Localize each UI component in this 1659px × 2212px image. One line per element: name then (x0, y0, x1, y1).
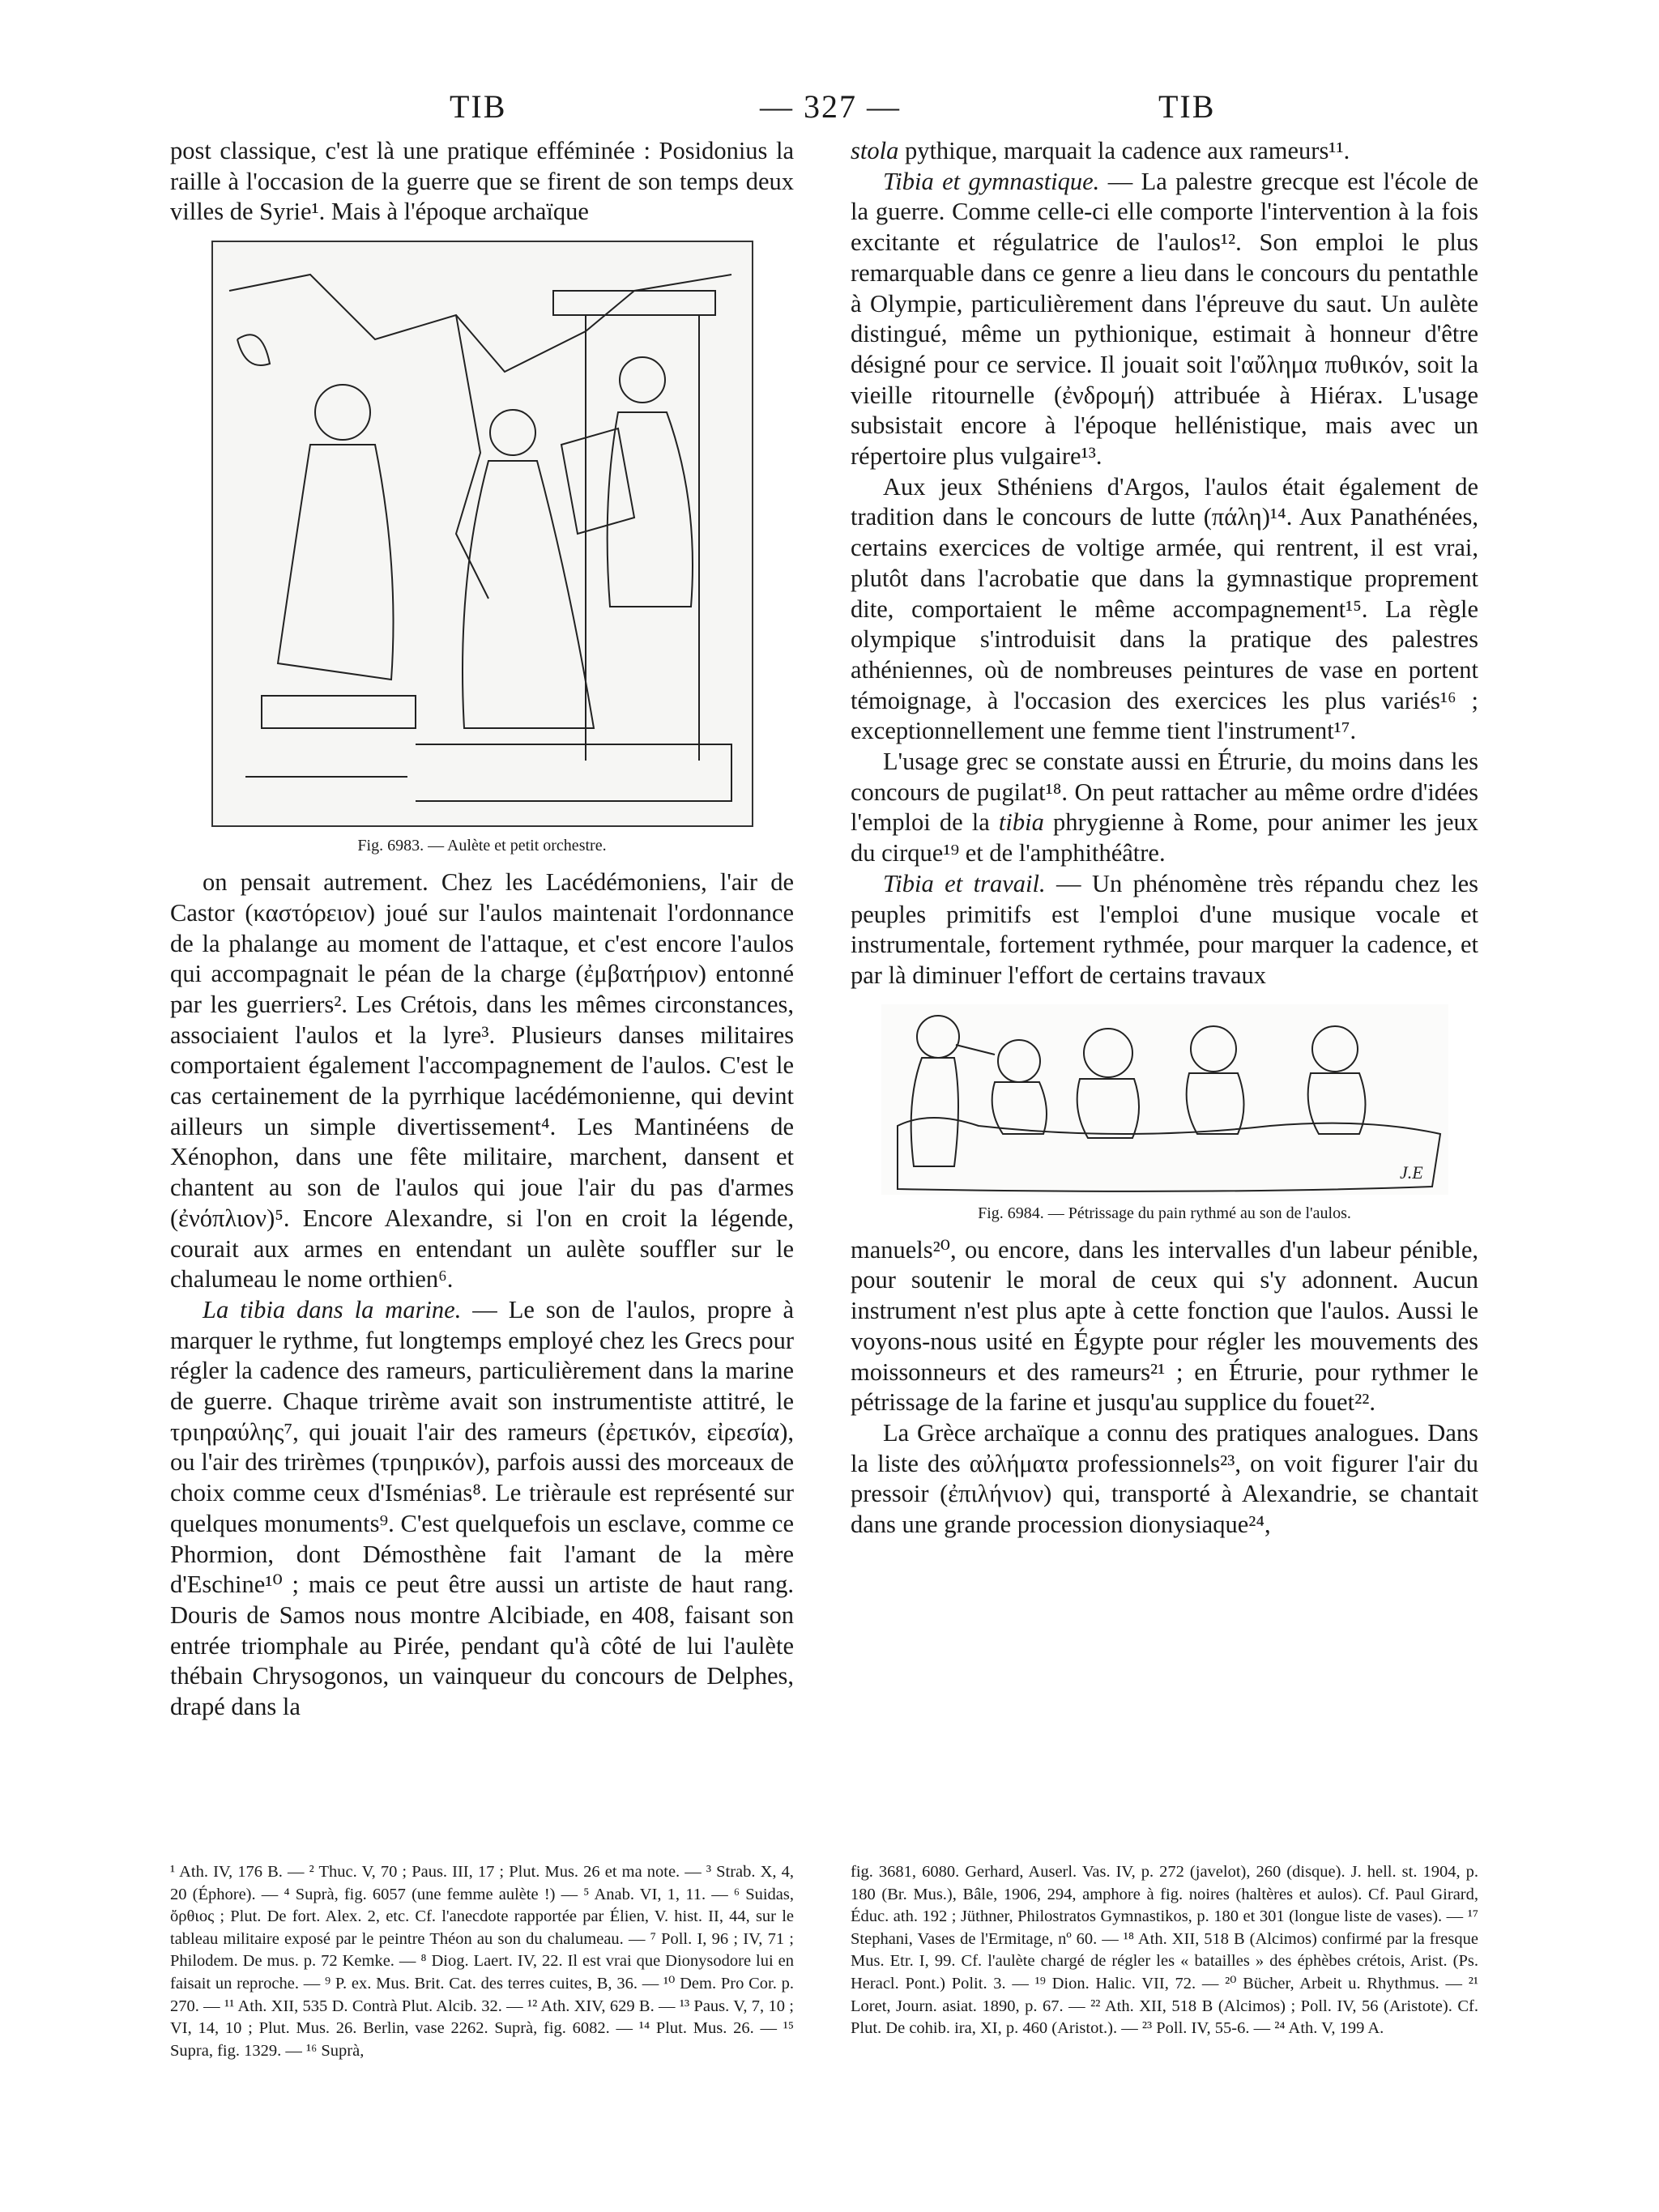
section-title: La tibia dans la marine. (203, 1295, 462, 1323)
right-column (851, 136, 1478, 1541)
paragraph-text: — Un phénomène très répandu chez les peuples primitifs est l'emploi d'une musique vocale et instrumentale, fortement rythmée, pour marquer la cadence, et par là diminuer l'effort de certains travaux (851, 869, 1479, 989)
paragraph (170, 1295, 794, 1723)
paragraph: Aux jeux Sthéniens d'Argos, l'aulos était également de tradition dans le concours de lutte (πάλη)¹⁴. Aux Panathénées, certains exercices de voltige armée, qui rentrent, il est vrai, plutôt dans l'acrobatie que dans la gymnastique proprement dite, comportaient le même accompagnement¹⁵. La règle olympique s'introduisit dans la pratique des palestres athéniennes, où de nombreuses peintures de vase en portent témoignage, à l'occasion des exercices les plus variés¹⁶ ; exceptionnellement une femme tient l'instrument¹⁷. (851, 472, 1478, 745)
figure-caption: Fig. 6984. — Pétrissage du pain rythmé au son de l'aulos. (978, 1204, 1351, 1222)
section-title: Tibia et travail. (883, 869, 1046, 897)
italic-word: tibia (998, 808, 1044, 837)
running-head-left: TIB (450, 88, 507, 125)
paragraph-text: pythique, marquait la cadence aux rameurs¹¹. (898, 137, 1350, 164)
section-title: Tibia et gymnastique. (883, 167, 1100, 195)
paragraph (851, 136, 1478, 167)
paragraph-text: — Le son de l'aulos, propre à marquer le rythme, fut longtemps employé chez les Grecs pour régler la cadence des rameurs, particulièrement dans la marine de guerre. Chaque trirème avait son instrumentiste attitré, le τριηραύλης⁷, qui jouait l'air des rameurs (ἐρετικόν, εἰρεσία), ou l'air des trirèmes (τριηρικόν), parfois aussi des morceaux de choix comme ceux d'Isménias⁸. Le trièraule est représenté sur quelques monuments⁹. C'est quelquefois un esclave, comme ce Phormion, dont Démosthène fait l'amant de la mère d'Eschine¹⁰ ; mais ce peut être aussi un artiste de haut rang. Douris de Samos nous montre Alcibiade, en 408, faisant son entrée triomphale au Pirée, pendant qu'à côté de lui l'aulète thébain Chrysogonos, un vainqueur du concours de Delphes, drapé dans la (170, 1295, 794, 1721)
paragraph-text: L'usage grec se constate aussi en Étrurie, du moins dans les concours de pugilat¹⁸. On peut rattacher au même ordre d'idées l'emploi de la (851, 748, 1478, 837)
paragraph-text: phrygienne à Rome, pour animer les jeux du cirque¹⁹ et de l'amphithéâtre. (851, 808, 1479, 867)
footnote-text: fig. 3681, 6080. Gerhard, Auserl. Vas. IV, p. 272 (javelot), 260 (disque). J. hell. st. 1904, p. 180 (Br. Mus.), Bâle, 1906, 294, amphore à fig. noires (haltères et aulos). Cf. Paul Girard, Éduc. ath. 192 ; Jüthner, Philostratos Gymnastikos, p. 180 et 301 (longue liste de vases). — ¹⁷ Stephani, Vases de l'Ermitage, nº 60. — ¹⁸ Ath. XII, 518 B (Alcimos) confirmé par la fresque Mus. Etr. I, 99. Cf. l'aulète chargé de régler les « batailles » des éphèbes crétois, Arist. (Ps. Heracl. Pont.) Polit. 3. — ¹⁹ Dion. Halic. VII, 72. — ²⁰ Bücher, Arbeit u. Rhythmus. — ²¹ Loret, Journ. asiat. 1890, p. 67. — ²² Ath. XII, 518 B (Alcimos) ; Poll. IV, 56 (Aristote). Cf. Plut. De cohib. ira, XI, p. 460 (Aristot.). — ²³ Poll. IV, 55-6. — ²⁴ Ath. V, 199 A. (851, 1863, 1478, 2038)
running-head-right: TIB (1158, 88, 1216, 125)
illustration-aulete-orchestra (211, 241, 753, 827)
paragraph-text: — La palestre grecque est l'école de la guerre. Comme celle-ci elle comporte l'intervention à la fois excitante et régulatrice de l'aulos¹². Son emploi le plus remarquable dans ce genre a lieu dans le concours du pentathle à Olympie, particulièrement dans l'épreuve du saut. Un aulète distingué, même un pythionique, estimait à honneur d'être désigné pour ce service. Il jouait soit l'αὔλημα πυθικόν, soit la vieille ritournelle (ἐνδρομή) attribuée à Hiérax. L'usage subsistait encore à l'époque hellénistique, mais avec un répertoire plus vulgaire¹³. (851, 167, 1478, 471)
italic-word: stola (851, 137, 899, 164)
paragraph (851, 747, 1478, 869)
footnote-text: ¹ Ath. IV, 176 B. — ² Thuc. V, 70 ; Paus. III, 17 ; Plut. Mus. 26 et ma note. — ³ Strab. X, 4, 20 (Éphore). — ⁴ Suprà, fig. 6057 (une femme aulète !) — ⁵ Anab. VI, 1, 11. — ⁶ Suidas, ὄρθιος ; Plut. De fort. Alex. 2, etc. Cf. l'anecdote rapportée par Élien, V. hist. II, 44, sur le tableau militaire exposé par le peintre Théon au son du chalumeau. — ⁷ Poll. I, 96 ; IV, 71 ; Philodem. De mus. p. 72 Kemke. — ⁸ Diog. Laert. IV, 22. Il est vrai que Dionysodore lui en faisait un reproche. — ⁹ P. ex. Mus. Brit. Cat. des terres cuites, B, 36. — ¹⁰ Dem. Pro Cor. p. 270. — ¹¹ Ath. XII, 535 D. Contrà Plut. Alcib. 32. — ¹² Ath. XIV, 629 B. — ¹³ Paus. V, 7, 10 ; VI, 14, 10 ; Plut. Mus. 26. Berlin, vase 2262. Suprà, fig. 6082. — ¹⁴ Plut. Mus. 26. — ¹⁵ Supra, fig. 1329. — ¹⁶ Suprà, (170, 1863, 794, 2060)
figure-caption: Fig. 6983. — Aulète et petit orchestre. (357, 837, 607, 855)
illustration-bread-kneading (881, 1004, 1448, 1195)
footnotes-left (170, 1861, 794, 2062)
paragraph: La Grèce archaïque a connu des pratiques analogues. Dans la liste des αὐλήματα professionnels²³, on voit figurer l'air du pressoir (ἐπιλήνιον) qui, transporté à Alexandrie, se chantait dans une grande procession dionysiaque²⁴, (851, 1418, 1478, 1539)
engraving-drawing (213, 242, 752, 825)
figure-6983 (170, 241, 794, 856)
paragraph (851, 869, 1478, 991)
footnotes-right (851, 1861, 1478, 2040)
figure-6984 (851, 1004, 1478, 1224)
artist-signature: J.E (1399, 1161, 1423, 1183)
paragraph: manuels²⁰, ou encore, dans les intervalles d'un labeur pénible, pour soutenir le moral de ceux qui s'y adonnent. Aucun instrument n'est plus apte à cette fonction que l'aulos. Aussi le voyons-nous usité en Égypte pour régler les mouvements des moissonneurs et des rameurs²¹ ; en Étrurie, pour rythmer le pétrissage de la farine et jusqu'au supplice du fouet²². (851, 1235, 1478, 1417)
page-number: — 327 — (760, 88, 901, 125)
paragraph (851, 167, 1478, 472)
left-column (170, 136, 794, 1723)
terracotta-drawing (881, 1004, 1448, 1195)
paragraph: on pensait autrement. Chez les Lacédémoniens, l'air de Castor (καστόρειον) joué sur l'aulos maintenait l'ordonnance de la phalange au moment de l'attaque, et c'est encore l'aulos qui accompagnait le péan de la charge (ἐμβατήριον) entonné par les guerriers². Les Crétois, dans les mêmes circonstances, associaient l'aulos et la lyre³. Plusieurs danses militaires comportaient également l'accompagnement de l'aulos. C'est le cas certainement de la pyrrhique lacédémonienne, qui devint ailleurs un simple divertissement⁴. Les Mantinéens de Xénophon, dans une fête militaire, marchent, dansent et chantent au son de l'aulos qui joue l'air du pas d'armes (ἐνόπλιον)⁵. Encore Alexandre, si l'on en croit la légende, courait aux armes en entendant un aulète souffler sur le chalumeau le nome orthien⁶. (170, 868, 794, 1294)
paragraph: post classique, c'est là une pratique efféminée : Posidonius la raille à l'occasion de la guerre que se firent de son temps deux villes de Syrie¹. Mais à l'époque archaïque (170, 137, 794, 226)
